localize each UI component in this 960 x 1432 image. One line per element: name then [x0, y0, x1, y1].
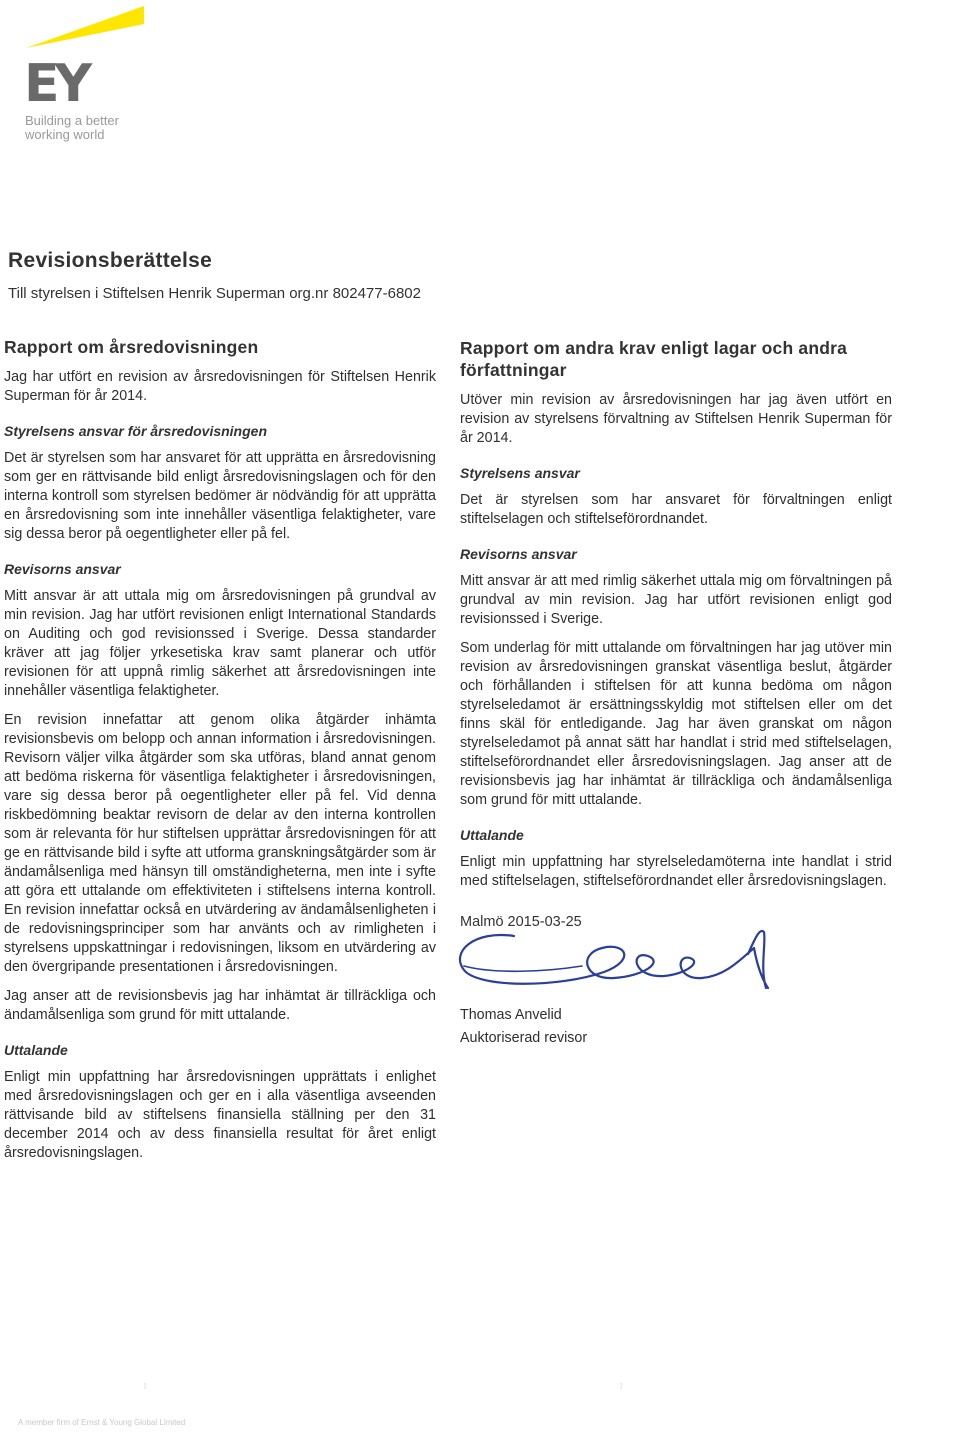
opinion-heading-right: Uttalande	[460, 827, 524, 843]
logo-tagline: Building a better working world	[25, 113, 119, 142]
document-title: Revisionsberättelse	[8, 249, 213, 272]
auditor-responsibility-heading: Revisorns ansvar	[4, 561, 121, 577]
board-responsibility-heading-right: Styrelsens ansvar	[460, 465, 580, 481]
annual-report-intro: Jag har utfört en revision av årsredovisningen för Stiftelsen Henrik Superman för år 2014.	[4, 369, 436, 404]
handwritten-signature	[454, 922, 784, 1002]
logo-text: EY	[24, 54, 88, 114]
right-column	[460, 337, 892, 1048]
auditor-responsibility-paragraph-2-right: Som underlag för mitt uttalande om förvaltningen har jag utöver min revision av årsredovisningen granskat väsentliga beslut, åtgärder och förhållanden i stiftelsen för att kunna bedöma om någon styrelseledamot är ersättningsskyldig mot stiftelsen eller om det finns skäl för entledigande. Jag har även granskat om någon styrelseledamot på annat sätt har handlat i strid med stiftelselagen, stiftelseförordnandet eller årsredovisningslagen. Jag anser att de revisionsbevis jag har inhämtat är tillräckliga och ändamålsenliga som grund för mitt uttalande.	[460, 640, 892, 808]
other-requirements-heading: Rapport om andra krav enligt lagar och andra författningar	[460, 338, 848, 380]
opinion-text-right: Enligt min uppfattning har styrelseledamöterna inte handlat i strid med stiftelselagen, stiftelseförordnandet eller årsredovisningslagen.	[460, 854, 892, 889]
auditor-responsibility-paragraph-2: En revision innefattar att genom olika åtgärder inhämta revisionsbevis om belopp och annan information i årsredovisningen. Revisorn väljer vilka åtgärder som ska utföras, bland annat genom att bedöma riskerna för väsentliga felaktigheter i årsredovisningen, vare sig dessa beror på oegentligheter eller på fel. Vid denna riskbedömning beaktar revisorn de delar av den interna kontrollen som är relevanta för hur stiftelsen upprättar årsredovisningen för att ge en rättvisande bild i syfte att utforma granskningsåtgärder som är ändamålsenliga med hänsyn till omständigheterna, men inte i syfte att göra ett uttalande om effektiviteten i stiftelsens interna kontroll. En revision innefattar också en utvärdering av ändamålsenligheten i de redovisningsprinciper som har använts och av rimligheten i styrelsens uppskattningar i redovisningen, liksom en utvärdering av den övergripande presentationen i årsredovisningen.	[4, 712, 436, 975]
footer-mark-left: ⁞	[144, 1382, 147, 1391]
ey-beam-icon	[22, 4, 148, 54]
board-responsibility-text-right: Det är styrelsen som har ansvaret för förvaltningen enligt stiftelselagen och stiftelseförordnandet.	[460, 492, 892, 527]
annual-report-heading: Rapport om årsredovisningen	[4, 337, 259, 357]
ey-logo	[22, 4, 152, 144]
footer-note: A member firm of Ernst & Young Global Limited	[18, 1418, 186, 1427]
opinion-heading: Uttalande	[4, 1042, 68, 1058]
place-and-date: Malmö 2015-03-25	[460, 914, 582, 930]
signer-title: Auktoriserad revisor	[460, 1030, 588, 1046]
auditor-responsibility-paragraph-1-right: Mitt ansvar är att med rimlig säkerhet uttala mig om förvaltningen på grundval av min revision. Jag har utfört revisionen enligt god revisionssed i Sverige.	[460, 573, 892, 627]
auditor-responsibility-heading-right: Revisorns ansvar	[460, 546, 577, 562]
signer-name: Thomas Anvelid	[460, 1007, 562, 1023]
auditor-responsibility-paragraph-3: Jag anser att de revisionsbevis jag har inhämtat är tillräckliga och ändamålsenliga som grund för mitt uttalande.	[4, 988, 436, 1023]
signature-block	[460, 913, 892, 1048]
other-requirements-intro: Utöver min revision av årsredovisningen har jag även utfört en revision av styrelsens förvaltning av Stiftelsen Henrik Superman för år 2014.	[460, 392, 892, 446]
left-column	[4, 336, 436, 1173]
board-responsibility-text: Det är styrelsen som har ansvaret för att upprätta en årsredovisning som ger en rättvisande bild enligt årsredovisningslagen och för den interna kontroll som styrelsen bedömer är nödvändig för att upprätta en årsredovisning som inte innehåller väsentliga felaktigheter, vare sig dessa beror på oegentligheter eller på fel.	[4, 450, 436, 542]
opinion-text: Enligt min uppfattning har årsredovisningen upprättats i enlighet med årsredovisningslagen och ger en i alla väsentliga avseenden rättvisande bild av stiftelsens finansiella ställning per den 31 december 2014 och av dess finansiella resultat för året enligt årsredovisningslagen.	[4, 1069, 436, 1161]
document-subtitle: Till styrelsen i Stiftelsen Henrik Superman org.nr 802477-6802	[8, 285, 421, 302]
footer-mark-right: ⁞	[620, 1382, 623, 1391]
board-responsibility-heading: Styrelsens ansvar för årsredovisningen	[4, 423, 267, 439]
auditor-responsibility-paragraph-1: Mitt ansvar är att uttala mig om årsredovisningen på grundval av min revision. Jag har utfört revisionen enligt International Standards on Auditing och god revisionssed i Sverige. Dessa standarder kräver att jag följer yrkesetiska krav samt planerar och utför revisionen för att uppnå rimlig säkerhet att årsredovisningen inte innehåller väsentliga felaktigheter.	[4, 588, 436, 699]
